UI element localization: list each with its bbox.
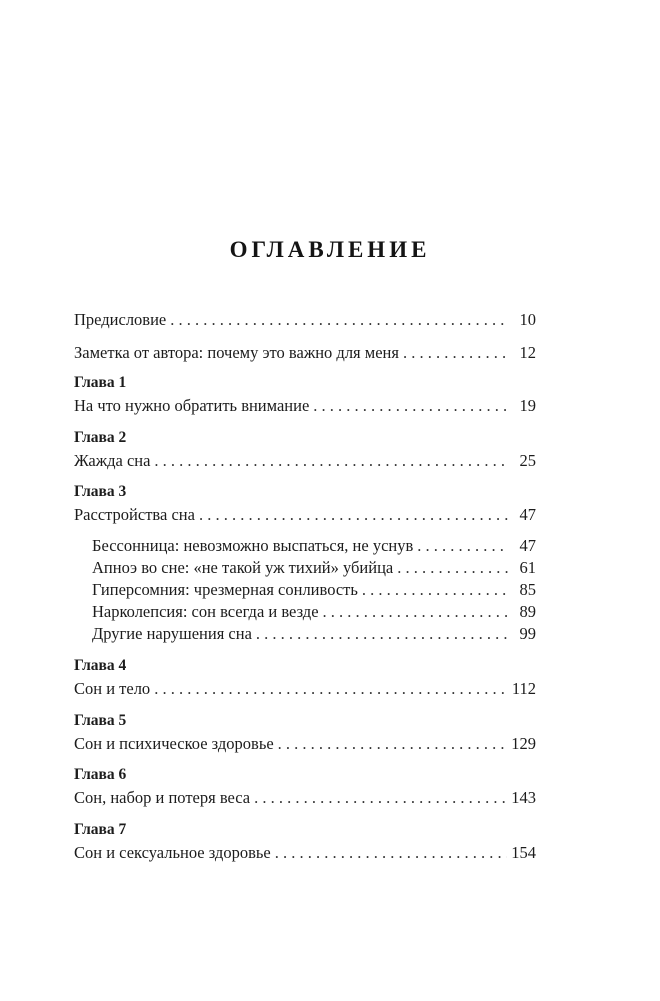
dot-leader — [154, 451, 508, 471]
dot-leader — [170, 310, 508, 330]
dot-leader — [417, 536, 508, 556]
toc-entry-chapter-2 — [74, 451, 536, 471]
toc-page-number: 85 — [519, 580, 536, 599]
toc-entry-label: Жажда сна — [74, 451, 151, 470]
toc-page-number: 112 — [511, 679, 536, 698]
chapter-heading: Глава 1 — [74, 374, 127, 391]
toc-page-number: 89 — [519, 602, 536, 621]
toc-page-number: 129 — [511, 734, 536, 753]
toc-entry-label: Сон и психическое здоровье — [74, 734, 274, 753]
toc-entry-preface — [74, 310, 536, 330]
toc-page-number: 99 — [519, 624, 536, 643]
chapter-heading: Глава 4 — [74, 657, 127, 674]
toc-entry-label: Гиперсомния: чрезмерная сонливость — [92, 580, 358, 599]
page-title: ОГЛАВЛЕНИЕ — [229, 237, 431, 262]
toc-entry-label: Сон, набор и потеря веса — [74, 788, 251, 807]
dot-leader — [278, 734, 508, 754]
toc-entry-chapter-7 — [74, 843, 536, 863]
toc-page-number: 10 — [519, 310, 536, 329]
toc-entry-label: Предисловие — [74, 310, 167, 329]
toc-entry-label: Расстройства сна — [74, 505, 195, 524]
toc-entry-label: Нарколепсия: сон всегда и везде — [92, 602, 319, 621]
toc-entry-label: Сон и тело — [74, 679, 151, 698]
dot-leader — [254, 788, 507, 808]
toc-entry-chapter-4 — [74, 679, 536, 699]
chapter-heading: Глава 2 — [74, 429, 127, 446]
toc-subentry — [92, 580, 536, 600]
chapter-heading: Глава 3 — [74, 483, 127, 500]
dot-leader — [323, 602, 508, 622]
dot-leader — [403, 343, 508, 363]
chapter-heading: Глава 6 — [74, 766, 127, 783]
toc-page-number: 47 — [519, 536, 536, 555]
toc-subentry — [92, 624, 536, 644]
dot-leader — [199, 505, 508, 525]
dot-leader — [362, 580, 508, 600]
dot-leader — [275, 843, 508, 863]
dot-leader — [154, 679, 508, 699]
toc-page-number: 143 — [511, 788, 536, 807]
toc-subentry — [92, 602, 536, 622]
toc-entry-label: Бессонница: невозможно выспаться, не уснув — [92, 536, 414, 555]
toc-entry-label: На что нужно обратить внимание — [74, 396, 310, 415]
chapter-heading: Глава 7 — [74, 821, 127, 838]
toc-entry-label: Сон и сексуальное здоровье — [74, 843, 271, 862]
toc-entry-chapter-5 — [74, 734, 536, 754]
dot-leader — [256, 624, 508, 644]
toc-subentry — [92, 558, 536, 578]
toc-entry-label: Апноэ во сне: «не такой уж тихий» убийца — [92, 558, 394, 577]
toc-entry-label: Другие нарушения сна — [92, 624, 252, 643]
toc-page-number: 19 — [519, 396, 536, 415]
toc-entry-chapter-6 — [74, 788, 536, 808]
toc-entry-author-note — [74, 343, 536, 363]
toc-subentry — [92, 536, 536, 556]
chapter-heading: Глава 5 — [74, 712, 127, 729]
dot-leader — [313, 396, 508, 416]
toc-page-number: 154 — [511, 843, 536, 862]
toc-entry-chapter-1 — [74, 396, 536, 416]
toc-page-number: 61 — [519, 558, 536, 577]
toc-entry-chapter-3 — [74, 505, 536, 525]
dot-leader — [397, 558, 508, 578]
toc-page-number: 12 — [519, 343, 536, 362]
toc-page-number: 25 — [519, 451, 536, 470]
toc-entry-label: Заметка от автора: почему это важно для меня — [74, 343, 399, 362]
toc-page-number: 47 — [519, 505, 536, 524]
